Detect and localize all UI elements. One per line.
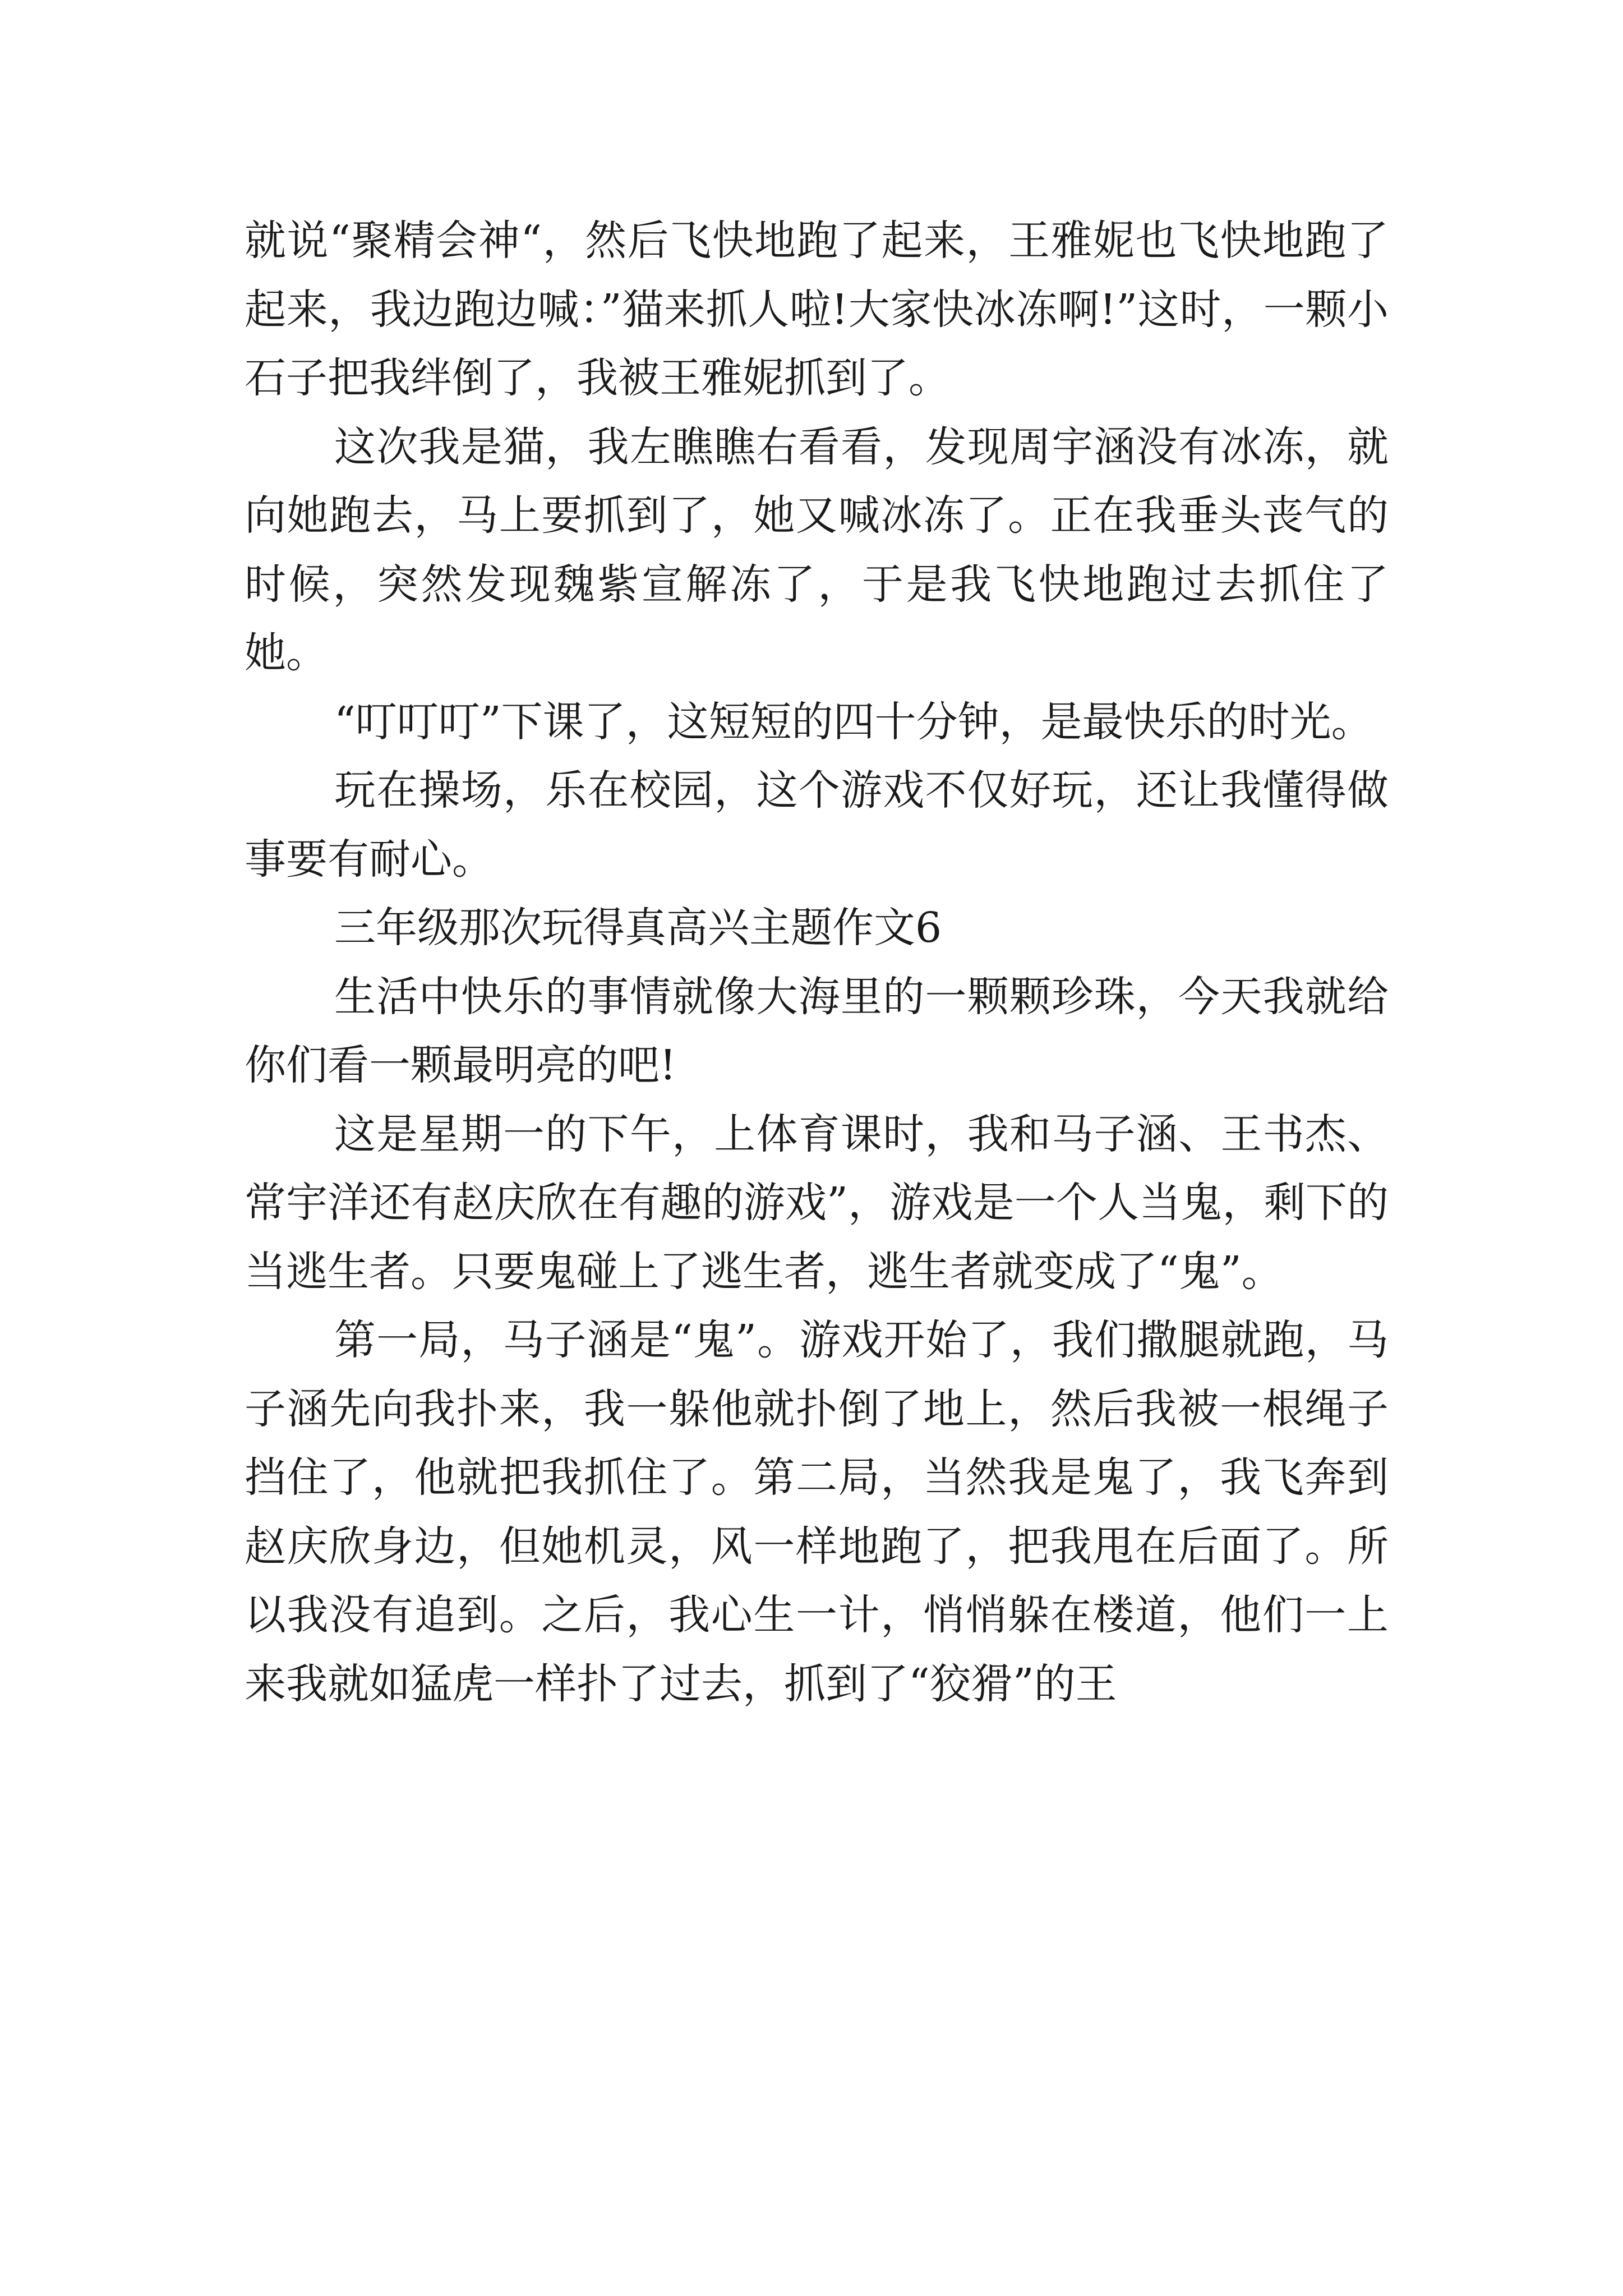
document-body (245, 206, 1389, 1718)
paragraph: “叮叮叮”下课了，这短短的四十分钟，是最快乐的时光。 (334, 697, 1373, 746)
paragraph: 就说“聚精会神“，然后飞快地跑了起来，王雅妮也飞快地跑了起来，我边跑边喊：”猫来抓人啦!大家快冰冻啊!”这时，一颗小石子把我绊倒了，我被王雅妮抓到了。 (245, 217, 1389, 402)
paragraph: 这次我是猫，我左瞧瞧右看看，发现周宇涵没有冰冻，就向她跑去，马上要抓到了，她又喊冰冻了。正在我垂头丧气的时候，突然发现魏紫宣解冻了，于是我飞快地跑过去抓住了她。 (245, 422, 1389, 677)
paragraph: 第一局，马子涵是“鬼”。游戏开始了，我们撒腿就跑，马子涵先向我扑来，我一躲他就扑倒了地上，然后我被一根绳子挡住了，他就把我抓住了。第二局，当然我是鬼了，我飞奔到赵庆欣身边，但她机灵，风一样地跑了，把我甩在后面了。所以我没有追到。之后，我心生一计，悄悄躲在楼道，他们一上来我就如猛虎一样扑了过去，抓到了“狡猾”的王 (245, 1316, 1389, 1708)
paragraph: 玩在操场，乐在校园，这个游戏不仅好玩，还让我懂得做事要有耐心。 (245, 766, 1389, 884)
paragraph: 生活中快乐的事情就像大海里的一颗颗珍珠，今天我就给你们看一颗最明亮的吧! (245, 972, 1389, 1089)
section-heading: 三年级那次玩得真高兴主题作文6 (334, 904, 942, 952)
paragraph: 这是星期一的下午，上体育课时，我和马子涵、王书杰、常宇洋还有赵庆欣在有趣的游戏”，游戏是一个人当鬼，剩下的当逃生者。只要鬼碰上了逃生者，逃生者就变成了“鬼”。 (245, 1110, 1389, 1296)
